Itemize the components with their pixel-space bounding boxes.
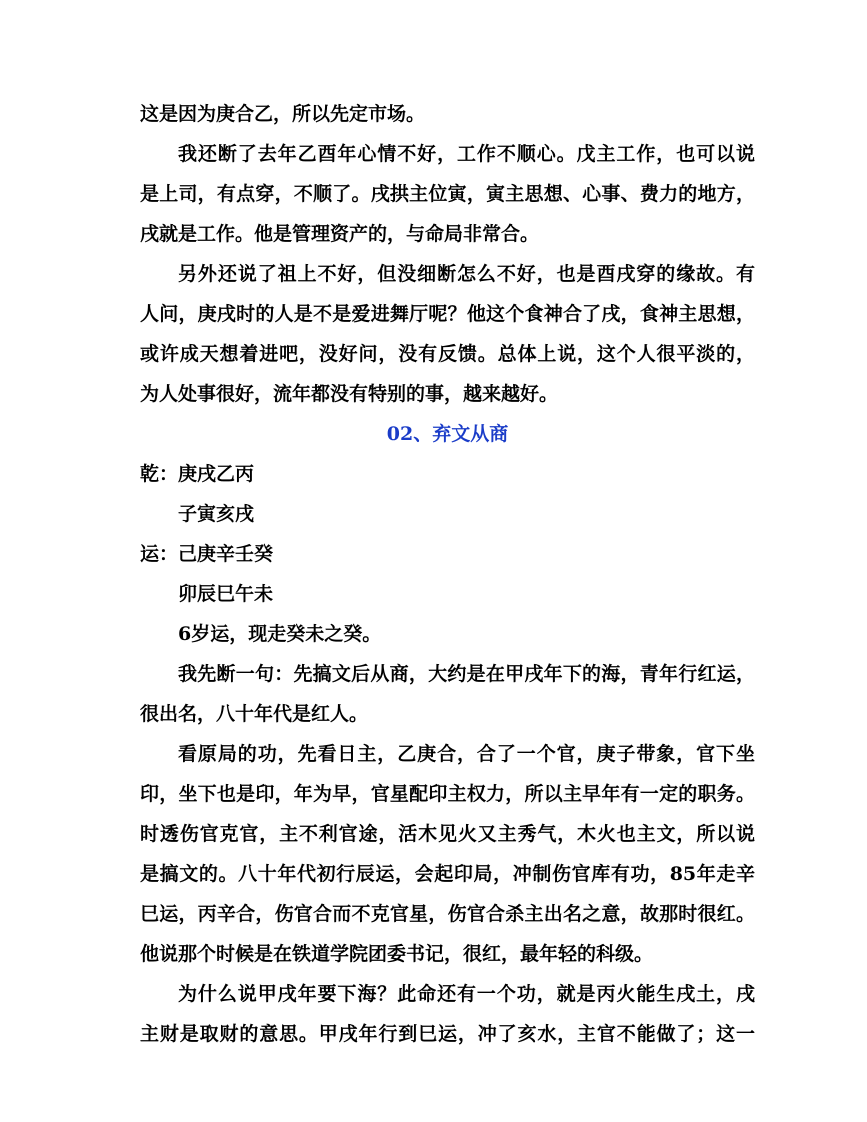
paragraph-line: 或许成天想着进吧，没好问，没有反馈。总体上说，这个人很平淡的， bbox=[140, 343, 755, 365]
chart-line-qian: 乾：庚戌乙丙 bbox=[140, 463, 255, 485]
paragraph-line: 是上司，有点穿，不顺了。戌拱主位寅，寅主思想、心事、费力的地方， bbox=[140, 183, 755, 205]
chart-line-yun: 运：己庚辛壬癸 bbox=[140, 543, 274, 565]
paragraph-line: 很出名，八十年代是红人。 bbox=[140, 703, 369, 725]
paragraph-line: 人问，庚戌时的人是不是爱进舞厅呢？他这个食神合了戌，食神主思想， bbox=[140, 303, 755, 325]
paragraph-line: 时透伤官克官，主不利官途，活木见火又主秀气，木火也主文，所以说 bbox=[140, 823, 755, 845]
paragraph-line: 巳运，丙辛合，伤官合而不克官星，伤官合杀主出名之意，故那时很红。 bbox=[140, 903, 755, 925]
paragraph-line: 戌就是工作。他是管理资产的，与命局非常合。 bbox=[140, 223, 540, 245]
paragraph-line: 6岁运，现走癸未之癸。 bbox=[178, 623, 382, 645]
paragraph-line: 他说那个时候是在铁道学院团委书记，很红，最年轻的科级。 bbox=[140, 943, 654, 965]
page-body bbox=[140, 94, 755, 1054]
chart-line-yun-branches: 卯辰巳午未 bbox=[178, 583, 274, 605]
section-heading: 02、弃文从商 bbox=[386, 423, 509, 445]
paragraph-line: 主财是取财的意思。甲戌年行到巳运，冲了亥水，主官不能做了；这一 bbox=[140, 1023, 755, 1045]
chart-line-branches: 子寅亥戌 bbox=[178, 503, 255, 525]
paragraph-line: 我还断了去年乙酉年心情不好，工作不顺心。戊主工作，也可以说 bbox=[178, 143, 755, 165]
paragraph-line: 看原局的功，先看日主，乙庚合，合了一个官，庚子带象，官下坐 bbox=[178, 743, 755, 765]
paragraph-line: 这是因为庚合乙，所以先定市场。 bbox=[140, 103, 426, 125]
paragraph-line: 是搞文的。八十年代初行辰运，会起印局，冲制伤官库有功，85年走辛 bbox=[140, 863, 755, 885]
paragraph-line: 为什么说甲戌年要下海？此命还有一个功，就是丙火能生戌土，戌 bbox=[178, 983, 755, 1005]
paragraph-line: 另外还说了祖上不好，但没细断怎么不好，也是酉戌穿的缘故。有 bbox=[178, 263, 755, 285]
paragraph-line: 为人处事很好，流年都没有特别的事，越来越好。 bbox=[140, 383, 559, 405]
paragraph-line: 印，坐下也是印，年为早，官星配印主权力，所以主早年有一定的职务。 bbox=[140, 783, 755, 805]
paragraph-line: 我先断一句：先搞文后从商，大约是在甲戌年下的海，青年行红运， bbox=[178, 663, 755, 685]
